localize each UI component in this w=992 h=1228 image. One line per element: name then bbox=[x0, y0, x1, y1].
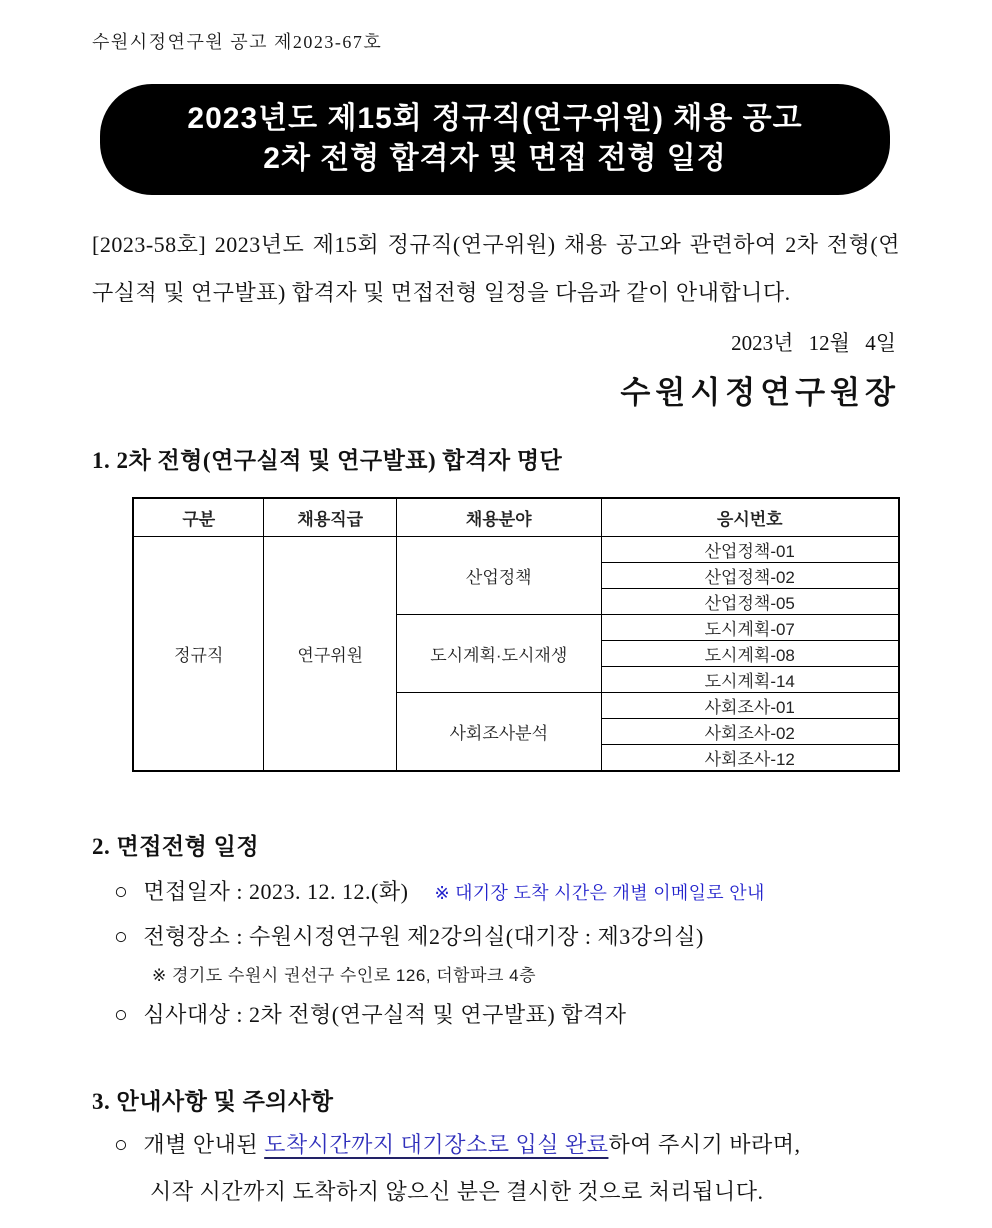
circle-bullet-icon: ○ bbox=[114, 923, 129, 949]
title-banner bbox=[100, 84, 890, 195]
cell-number: 산업정책-01 bbox=[601, 536, 899, 562]
interview-date-text: 면접일자 : 2023. 12. 12.(화) bbox=[143, 878, 409, 904]
col-header-grade: 채용직급 bbox=[264, 498, 397, 536]
section2-heading: 2. 면접전형 일정 bbox=[92, 833, 260, 859]
cell-number: 사회조사-02 bbox=[601, 718, 899, 744]
pass-list-table-wrapper bbox=[132, 497, 900, 772]
pass-list-table bbox=[132, 497, 900, 772]
cell-field-urban: 도시계획·도시재생 bbox=[397, 614, 602, 692]
cell-field-social: 사회조사분석 bbox=[397, 692, 602, 771]
cell-number: 도시계획-14 bbox=[601, 666, 899, 692]
interview-date-line bbox=[92, 875, 900, 906]
intro-paragraph: [2023-58호] 2023년도 제15회 정규직(연구위원) 채용 공고와 관련하여 2차 전형(연구실적 및 연구발표) 합격자 및 면접전형 일정을 다음과 같이 안내합니다. bbox=[92, 232, 900, 305]
cell-number: 사회조사-01 bbox=[601, 692, 899, 718]
section1-heading: 1. 2차 전형(연구실적 및 연구발표) 합격자 명단 bbox=[92, 448, 563, 473]
notice-post-text: 하여 주시기 바라며, bbox=[608, 1131, 801, 1157]
col-header-field: 채용분야 bbox=[397, 498, 602, 536]
section3-heading: 3. 안내사항 및 주의사항 bbox=[92, 1088, 334, 1114]
cell-number: 산업정책-05 bbox=[601, 588, 899, 614]
cell-number: 도시계획-07 bbox=[601, 614, 899, 640]
cell-grade: 연구위원 bbox=[264, 536, 397, 771]
notice-pre-text: 개별 안내된 bbox=[143, 1131, 265, 1157]
arrival-deadline-emphasis: 도착시간까지 대기장소로 입실 완료 bbox=[264, 1131, 609, 1157]
cell-category: 정규직 bbox=[133, 536, 264, 771]
table-row bbox=[133, 536, 899, 562]
email-notice-note: ※ 대기장 도착 시간은 개별 이메일로 안내 bbox=[434, 882, 765, 903]
notice-line-1 bbox=[92, 1128, 900, 1159]
notice-line-1-text bbox=[143, 1128, 800, 1159]
doc-number: 수원시정연구원 공고 제2023-67호 bbox=[92, 32, 383, 52]
announcement-date: 2023년 12월 4일 bbox=[731, 331, 896, 355]
circle-bullet-icon: ○ bbox=[114, 1131, 129, 1157]
cell-field-industry: 산업정책 bbox=[397, 536, 602, 614]
issuer-signature: 수원시정연구원장 bbox=[620, 375, 900, 410]
cell-number: 사회조사-12 bbox=[601, 744, 899, 771]
address-subnote: ※ 경기도 수원시 권선구 수인로 126, 더함파크 4층 bbox=[152, 965, 537, 985]
interview-place-text: 전형장소 : 수원시정연구원 제2강의실(대기장 : 제3강의실) bbox=[143, 923, 704, 949]
notice-line-2: 시작 시간까지 도착하지 않으신 분은 결시한 것으로 처리됩니다. bbox=[150, 1178, 764, 1204]
circle-bullet-icon: ○ bbox=[114, 1001, 129, 1027]
title-line-2: 2차 전형 합격자 및 면접 전형 일정 bbox=[263, 142, 727, 175]
circle-bullet-icon: ○ bbox=[114, 878, 129, 904]
col-header-category: 구분 bbox=[133, 498, 264, 536]
review-target-line bbox=[92, 998, 900, 1029]
col-header-number: 응시번호 bbox=[601, 498, 899, 536]
interview-place-line bbox=[92, 920, 900, 951]
title-line-1: 2023년도 제15회 정규직(연구위원) 채용 공고 bbox=[187, 102, 803, 135]
cell-number: 산업정책-02 bbox=[601, 562, 899, 588]
review-target-text: 심사대상 : 2차 전형(연구실적 및 연구발표) 합격자 bbox=[143, 1001, 627, 1027]
cell-number: 도시계획-08 bbox=[601, 640, 899, 666]
table-header-row bbox=[133, 498, 899, 536]
